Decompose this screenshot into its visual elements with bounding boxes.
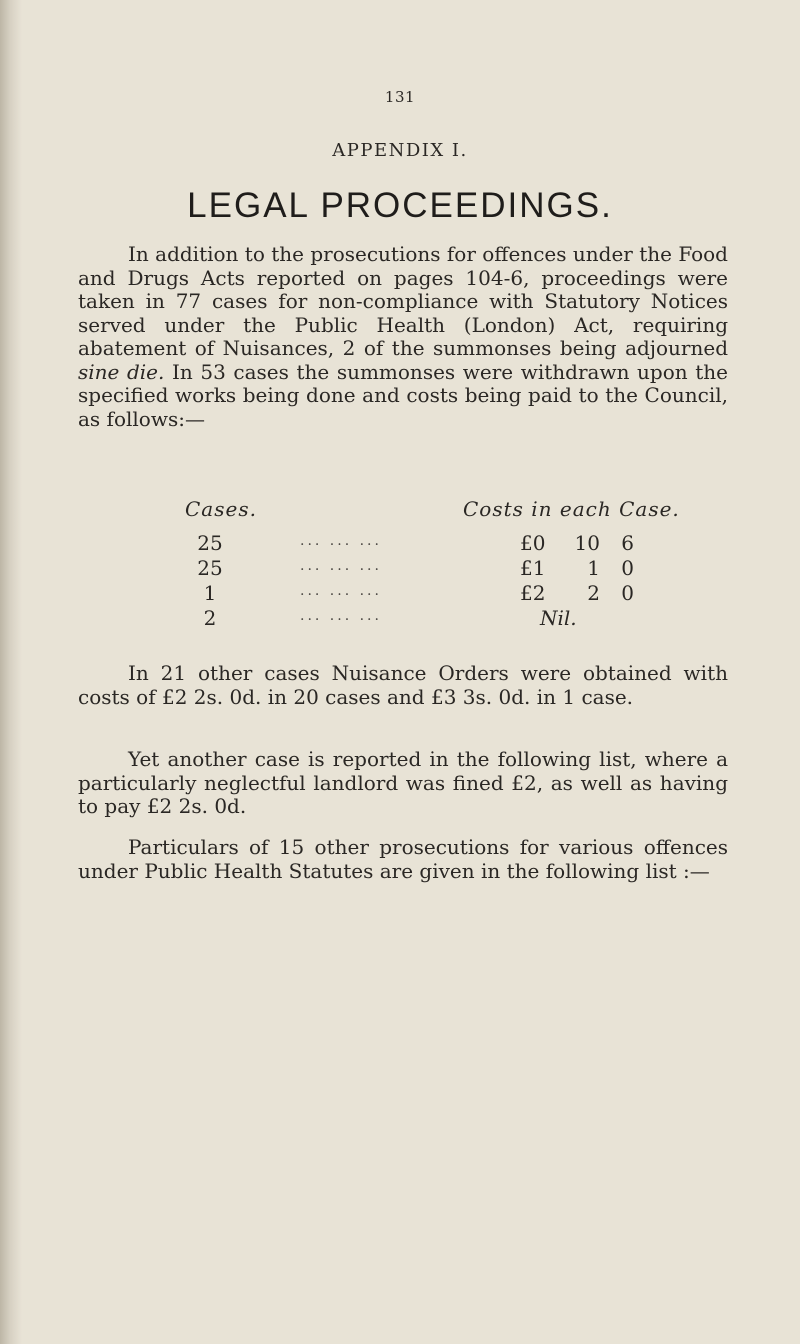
dot-leader: ... ... ... — [300, 558, 382, 574]
table-row — [0, 556, 800, 580]
costs-table — [0, 497, 800, 637]
table-row — [0, 606, 800, 630]
page-title: LEGAL PROCEEDINGS. — [187, 186, 613, 225]
cell-pence: 6 — [621, 531, 634, 555]
dot-leader: ... ... ... — [300, 533, 382, 549]
cell-pounds: £1 — [520, 556, 546, 580]
cell-cases: 25 — [197, 531, 223, 555]
table-header-costs: Costs in each Case. — [463, 497, 680, 521]
intro-italic-phrase: sine die. — [78, 359, 165, 384]
dot-leader: ... ... ... — [300, 608, 382, 624]
nuisance-orders-paragraph — [78, 662, 728, 709]
appendix-heading: APPENDIX I. — [332, 140, 468, 161]
particulars-text: Particulars of 15 other prosecutions for various offences under Public Health Statutes are given in the following list :— — [78, 835, 728, 883]
cell-pence: 0 — [621, 556, 634, 580]
table-header-cases: Cases. — [185, 497, 257, 521]
landlord-text: Yet another case is reported in the following list, where a particularly neglectful landlord was fined £2, as well as having to pay £2 2s. 0d. — [78, 747, 728, 818]
intro-paragraph — [78, 243, 728, 431]
table-row — [0, 581, 800, 605]
page-number: 131 — [384, 88, 416, 106]
cell-shillings: 2 — [587, 581, 600, 605]
cell-shillings: 10 — [574, 531, 600, 555]
cell-pounds: £0 — [520, 531, 546, 555]
cell-cases: 1 — [203, 581, 217, 605]
table-row — [0, 531, 800, 555]
nuisance-orders-text: In 21 other cases Nuisance Orders were obtained with costs of £2 2s. 0d. in 20 cases and £3 3s. 0d. in 1 case. — [78, 661, 728, 709]
cell-nil: Nil. — [540, 606, 577, 630]
intro-text-after: In 53 cases the summonses were withdrawn upon the specified works being done and costs being paid to the Council, as follows:— — [78, 359, 728, 431]
landlord-paragraph — [78, 748, 728, 819]
cell-pence: 0 — [621, 581, 634, 605]
cell-pounds: £2 — [520, 581, 546, 605]
cell-shillings: 1 — [587, 556, 600, 580]
intro-text-before: In addition to the prosecutions for offences under the Food and Drugs Acts reported on pages 104-6, proceedings were taken in 77 cases for non-compliance with Statutory Notices served under the Public Health (London) Act, requiring abatement of Nuisances, 2 of the summonses being adjourned — [78, 242, 728, 360]
cell-cases: 2 — [203, 606, 217, 630]
dot-leader: ... ... ... — [300, 583, 382, 599]
cell-cases: 25 — [197, 556, 223, 580]
particulars-paragraph — [78, 836, 728, 883]
